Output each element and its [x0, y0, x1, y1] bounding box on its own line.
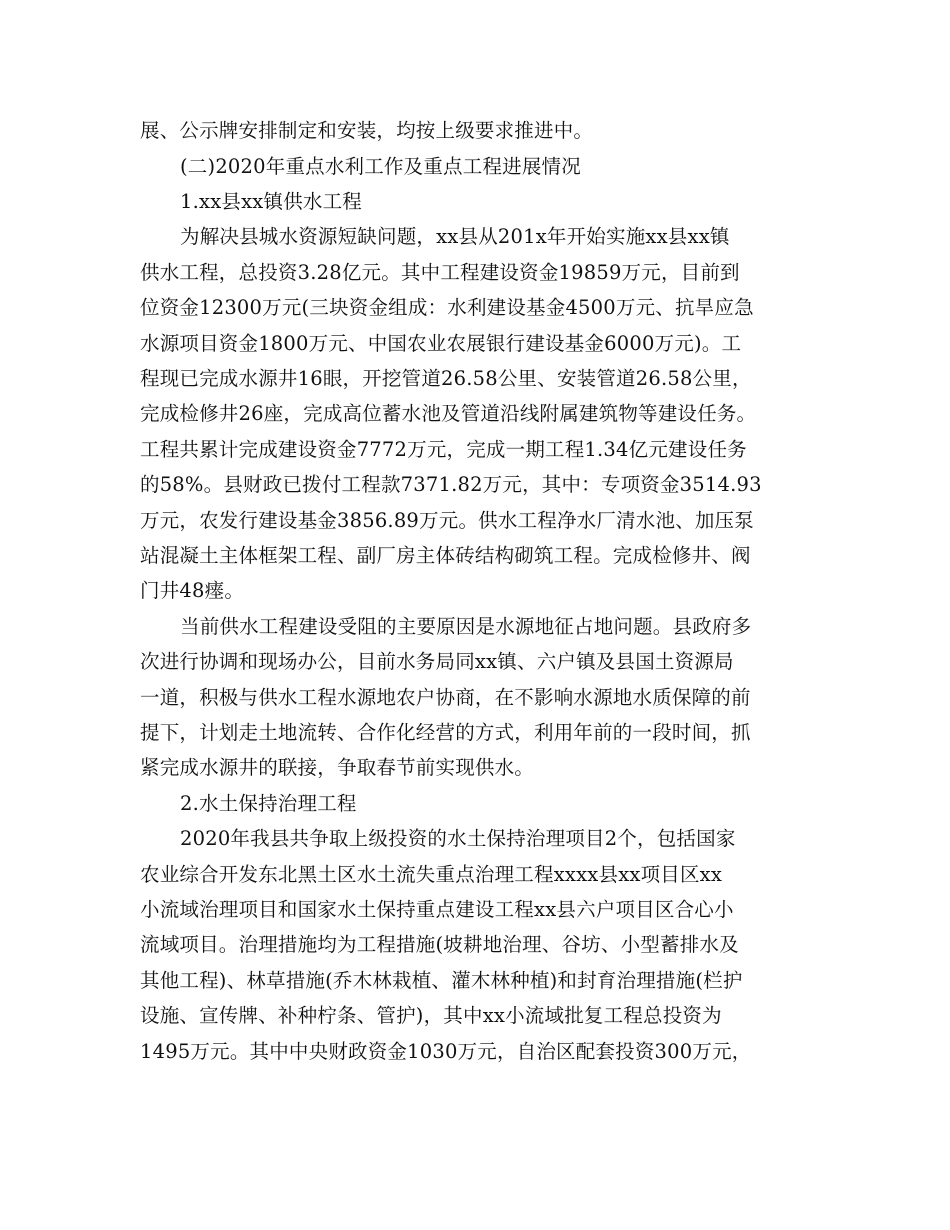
paragraph-line: 供水工程，总投资3.28亿元。其中工程建设资金19859万元，目前到	[140, 261, 740, 284]
paragraph-line: 工程共累计完成建设资金7772万元，完成一期工程1.34亿元建设任务	[140, 438, 747, 461]
paragraph-line: 完成检修井26座，完成高位蓄水池及管道沿线附属建筑物等建设任务。	[140, 402, 757, 425]
subsection-heading: 2.水土保持治理工程	[180, 792, 357, 815]
paragraph-line: 紧完成水源井的联接，争取春节前实现供水。	[140, 756, 535, 779]
paragraph-line: 1495万元。其中中央财政资金1030万元，自治区配套投资300万元，	[140, 1040, 752, 1063]
paragraph-line: 农业综合开发东北黑土区水土流失重点治理工程xxxx县xx项目区xx	[140, 863, 723, 886]
paragraph-line: 为解决县城水资源短缺问题，xx县从201x年开始实施xx县xx镇	[180, 225, 730, 248]
paragraph-line: 万元，农发行建设基金3856.89万元。供水工程净水厂清水池、加压泵	[140, 509, 754, 532]
paragraph-line: 的58%。县财政已拨付工程款7371.82万元，其中：专项资金3514.93	[140, 473, 762, 496]
paragraph-line: 其他工程)、林草措施(乔木林栽植、灌木林种植)和封育治理措施(栏护	[140, 969, 743, 992]
paragraph-line: 站混凝土主体框架工程、副厂房主体砖结构砌筑工程。完成检修井、阀	[140, 544, 751, 567]
paragraph-line: 位资金12300万元(三块资金组成：水利建设基金4500万元、抗旱应急	[140, 296, 754, 319]
paragraph-line: 展、公示牌安排制定和安装，均按上级要求推进中。	[140, 119, 594, 142]
paragraph-line: 设施、宣传牌、补种柠条、管护)，其中xx小流域批复工程总投资为	[140, 1004, 722, 1027]
paragraph-line: 次进行协调和现场办公，目前水务局同xx镇、六户镇及县国土资源局	[140, 650, 734, 673]
paragraph-line: 当前供水工程建设受阻的主要原因是水源地征占地问题。县政府多	[180, 615, 752, 638]
section-heading: (二)2020年重点水利工作及重点工程进展情况	[180, 155, 581, 178]
paragraph-line: 水源项目资金1800万元、中国农业农展银行建设基金6000万元)。工	[140, 332, 742, 355]
paragraph-line: 门井48瘗。	[140, 579, 245, 602]
subsection-heading: 1.xx县xx镇供水工程	[180, 190, 362, 213]
paragraph-line: 程现已完成水源井16眼，开挖管道26.58公里、安装管道26.58公里，	[140, 367, 752, 390]
paragraph-line: 小流域治理项目和国家水土保持重点建设工程xx县六户项目区合心小	[140, 898, 734, 921]
paragraph-line: 提下，计划走土地流转、合作化经营的方式，利用年前的一段时间，抓	[140, 721, 751, 744]
paragraph-line: 流域项目。治理措施均为工程措施(坡耕地治理、谷坊、小型蓄排水及	[140, 933, 739, 956]
paragraph-line: 一道，积极与供水工程水源地农户协商，在不影响水源地水质保障的前	[140, 686, 751, 709]
paragraph-line: 2020年我县共争取上级投资的水土保持治理项目2个，包括国家	[180, 827, 736, 850]
